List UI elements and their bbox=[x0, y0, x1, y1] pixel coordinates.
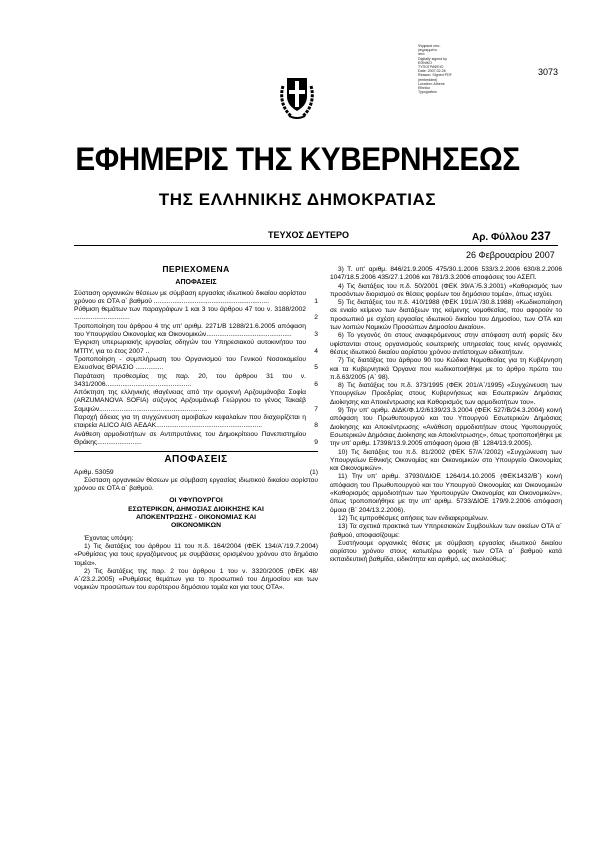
right-paragraph: Συστήνουμε οργανικές θέσεις με σύμβαση εργασίας ιδιωτικού δικαίου αορίστου χρόνου στους κατωτέρω φορείς των ΟΤΑ α΄ βαθμού κατά εκπαιδευτική βαθμίδα, ειδικότητα και αριθμό, ως ακολούθως: bbox=[330, 539, 562, 564]
right-column bbox=[330, 266, 562, 565]
gazette-subtitle: ΤΗΣ ΕΛΛΗΝΙΚΗΣ ΔΗΜΟΚΡΑΤΙΑΣ bbox=[158, 190, 437, 209]
contents-item[interactable]: Ρύθμιση θεμάτων των παραγράφων 1 και 3 του άρθρου 47 του ν. 3188/2002 .............................. 2 bbox=[74, 306, 318, 322]
right-paragraph: 9) Την υπ' αριθμ. ΔΙΔΚ/Φ.1/2/6139/23.3.2004 (ΦΕΚ 527/Β/24.3.2004) κοινή απόφαση του Πρωθυπουργού και του Υπουργού Εσωτερικών Δημόσιας Διοίκησης και Αποκέντρωσης «Ανάθεση αρμοδιοτήτων στους Υφυπουργούς Εσωτερικών Δημόσιας Διοίκησης και Αποκέντρωσης», όπως τροποποιήθηκε με την υπ' αριθμ. 17398/13.9.2005 απόφαση όμοια (Β΄ 1284/13.9.2005). bbox=[330, 407, 562, 448]
issuing-ministers: ΟΙ ΥΦΥΠΟΥΡΓΟΙ ΕΣΩΤΕΡΙΚΩΝ, ΔΗΜΟΣΙΑΣ ΔΙΟΙΚΗΣΗΣ ΚΑΙ ΑΠΟΚΕΝΤΡΩΣΗΣ - ΟΙΚΟΝΟΜΙΑΣ ΚΑΙ ΟΙΚΟΝΟΜΙΚΩΝ bbox=[128, 497, 264, 530]
greek-coat-of-arms-icon bbox=[277, 72, 317, 120]
contents-item[interactable]: Παροχή άδειας για τη συγχώνευση αμοιβαίων κεφαλαίων που διαχειρίζεται η εταιρεία ALICO AIG ΑΕΔΑΚ......................................................... 8 bbox=[74, 414, 318, 430]
right-paragraph: 7) Τις διατάξεις του άρθρου 90 του Κώδικα Νομοθεσίας για τη Κυβέρνηση και τα Κυβερνητικά Όργανα που κωδικοποιήθηκε με το άρθρο πρώτο του π.δ.63/2005 (Α΄ 98). bbox=[330, 357, 562, 381]
right-paragraph: 12) Τις εμπροθέσμες αιτήσεις των ενδιαφερομένων. bbox=[338, 514, 489, 522]
issue-date: 26 Φεβρουαρίου 2007 bbox=[466, 250, 555, 260]
right-paragraph: 4) Τις διατάξεις του π.δ. 50/2001 (ΦΕΚ 39/Α΄/5.3.2001) «Καθορισμός των προσόντων διορισμού σε θέσεις φορέων του δημόσιου τομέα», όπως ισχύει. bbox=[330, 282, 562, 298]
sheet-number bbox=[472, 229, 551, 243]
contents-section-heading: ΑΠΟΦΑΣΕΙΣ bbox=[175, 279, 217, 287]
right-paragraph: 11) Την υπ' αριθμ. 37930/ΔΙΟΕ 1264/14.10.2005 (ΦΕΚ1432/Β΄) κοινή απόφαση του Πρωθυπουργού και του Υπουργού Οικονομίας και Οικονομικών «Καθορισμός αρμοδιοτήτων των Υφυπουργών Οικονομίας και Οικονομικών», όπως τροποποιήθηκε με την υπ' αριθμ. 5733/ΔΙΟΕ 179/9.2.2006 απόφαση όμοια (Β΄ 204/13.2.2006). bbox=[330, 473, 562, 514]
right-paragraph: 5) Τις διατάξεις του π.δ. 410/1988 (ΦΕΚ 191/Α΄/30.8.1988) «Κωδικοποίηση σε ενιαίο κείμενο των διατάξεων της κείμενης νομοθεσίας, που αφορούν το προσωπικό με σχέση εργασίας ιδιωτικού δικαίου του Δημοσίου, των ΟΤΑ και των λοιπών Νομικών Προσώπων Δημοσίου Δικαίου». bbox=[330, 299, 562, 332]
contents-heading: ΠΕΡΙΕΧΟΜΕΝΑ bbox=[162, 264, 230, 274]
right-paragraph: 6) Το γεγονός ότι στους αναφερόμενους στην απόφαση αυτή φορείς δεν υφίστανται στους οργανισμούς εσωτερικής υπηρεσίας τους κενές οργανικές θέσεις ιδιωτικού δικαίου αορίστου χρόνου αντίστοιχων ειδικοτήτων. bbox=[330, 332, 562, 356]
contents-item[interactable]: Τροποποίηση - συμπλήρωση του Οργανισμού του Γενικού Νοσοκομείου Ελευσίνας ΘΡΙΑΣΙΟ ............... 5 bbox=[74, 355, 318, 372]
contents-item[interactable]: Απόκτηση της ελληνικής ιθαγένειας από την ομογενή Αρζουμάνοβα Σοφία (ARZUMANOVA SOFIA) σύζυγος Αρζουμάνωβ Γεώργιου το γένος Τακαέβ Σαμψών.......................................................... 7 bbox=[74, 389, 318, 413]
decisions-heading: ΑΠΟΦΑΣΕΙΣ bbox=[164, 454, 228, 466]
sheet-number-value: 237 bbox=[530, 229, 551, 243]
contents-item[interactable]: Ανάθεση αρμοδιοτήτων σε Αντιπρυτάνεις του Δημοκρίτειου Πανεπιστημίου Θράκης........................ 9 bbox=[74, 430, 318, 446]
sheet-label: Αρ. Φύλλου bbox=[472, 232, 528, 243]
contents-item[interactable]: Παράταση προθεσμίας της παρ. 20, του άρθρου 31 του ν. 3431/2006.............................................. 6 bbox=[74, 372, 318, 388]
right-paragraph: 3) Τ. υπ' αριθμ. 846/21.9.2005 475/30.1.2006 533/3.2.2006 630/8.2.2006 1047/18.5.2006 435/27.1.2006 και 781/3.3.2006 αποφάσεις του ΑΣΕΠ. bbox=[330, 266, 562, 282]
right-paragraph: 13) Τα σχετικά πρακτικά των Υπηρεσιακών Συμβουλίων των οικείων ΟΤΑ α΄ βαθμού, αποφασίζουμε: bbox=[330, 523, 562, 539]
decision-number-line bbox=[74, 469, 318, 477]
page-number: 3073 bbox=[538, 67, 559, 77]
section-divider bbox=[74, 451, 318, 452]
digital-signature-stamp: Ψηφιακά υπο- γεγραμμένο από Digitally signed by ΕΘΝΙΚΟ ΤΥΠΟΓΡΑΦΕΙΟ Date: 2007.02.26 Reason: Signed PDF (embedded) Location: Athens Ethniko Typografeio bbox=[418, 44, 452, 95]
gazette-title: ΕΦΗΜΕΡΙΣ ΤΗΣ ΚΥΒΕΡΝΗΣΕΩΣ bbox=[75, 141, 520, 177]
decision-subject: Σύσταση οργανικών θέσεων με σύμβαση εργασίας ιδιωτικού δικαίου αορίστου χρόνου σε ΟΤΑ α΄ βαθμού. bbox=[74, 476, 318, 493]
contents-item[interactable]: Τροποποίηση του άρθρου 4 της υπ' αριθμ. 2271/Β 1288/21.6.2005 απόφαση του Υπουργείου Οικονομίας και Οικονομικών.............................................. 3 bbox=[74, 322, 318, 339]
right-paragraph: 10) Τις διατάξεις του π.δ. 81/2002 (ΦΕΚ 57/Α΄/2002) «Συγχώνευση των Υπουργείων Εθνικής Οικονομίας και Οικονομικών στο Υπουργείο Οικονομίας και Οικονομικών». bbox=[330, 448, 562, 473]
left-paragraph: 1) Τις διατάξεις του άρθρου 11 του π.δ. 164/2004 (ΦΕΚ 134/Α΄/19.7.2004) «Ρυθμίσεις για τους εργαζόμενους με συμβάσεις ορισμένου χρόνου στο δημόσιο τομέα». bbox=[74, 542, 318, 567]
left-column bbox=[74, 265, 318, 593]
contents-item[interactable]: Έγκριση υπερωριακής εργασίας οδηγών του Υπηρεσιακού αυτοκινήτου του ΜΤΠΥ, για το έτος 2007 .. 4 bbox=[74, 339, 318, 355]
left-paragraph: 2) Τις διατάξεις της παρ. 2 του άρθρου 1 του ν. 3320/2005 (ΦΕΚ 48/Α΄/23.2.2005) «Ρυθμίσεις θεμάτων για το προσωπικό του Δημοσίου και των νομικών προσώπων του ευρύτερου δημόσιου τομέα και για τους ΟΤΑ». bbox=[74, 567, 318, 592]
right-paragraph: 8) Τις διατάξεις του π.δ. 373/1995 (ΦΕΚ 201/Α΄/1995) «Συγχώνευση των Υπουργείων Προεδρίας στους Κυβερνήσεως και Εσωτερικών Δημόσιας Διοίκησης και Αποκέντρωσης και Καθορισμός των αρμοδιοτήτων του». bbox=[330, 382, 562, 406]
issue-label: ΤΕΥΧΟΣ ΔΕΥΤΕΡΟ bbox=[268, 230, 350, 240]
considering-label: Έχοντας υπόψη: bbox=[84, 534, 134, 542]
decision-mark: (1) bbox=[309, 468, 318, 476]
contents-item[interactable]: Σύσταση οργανικών θέσεων με σύμβαση εργασίας ιδιωτικού δικαίου αορίστου χρόνου σε ΟΤΑ α΄ βαθμού .............................................................. 1 bbox=[74, 289, 318, 305]
contents-list bbox=[74, 290, 318, 448]
header-rule bbox=[74, 245, 558, 246]
decision-number: Αριθμ. 53059 bbox=[74, 468, 114, 476]
